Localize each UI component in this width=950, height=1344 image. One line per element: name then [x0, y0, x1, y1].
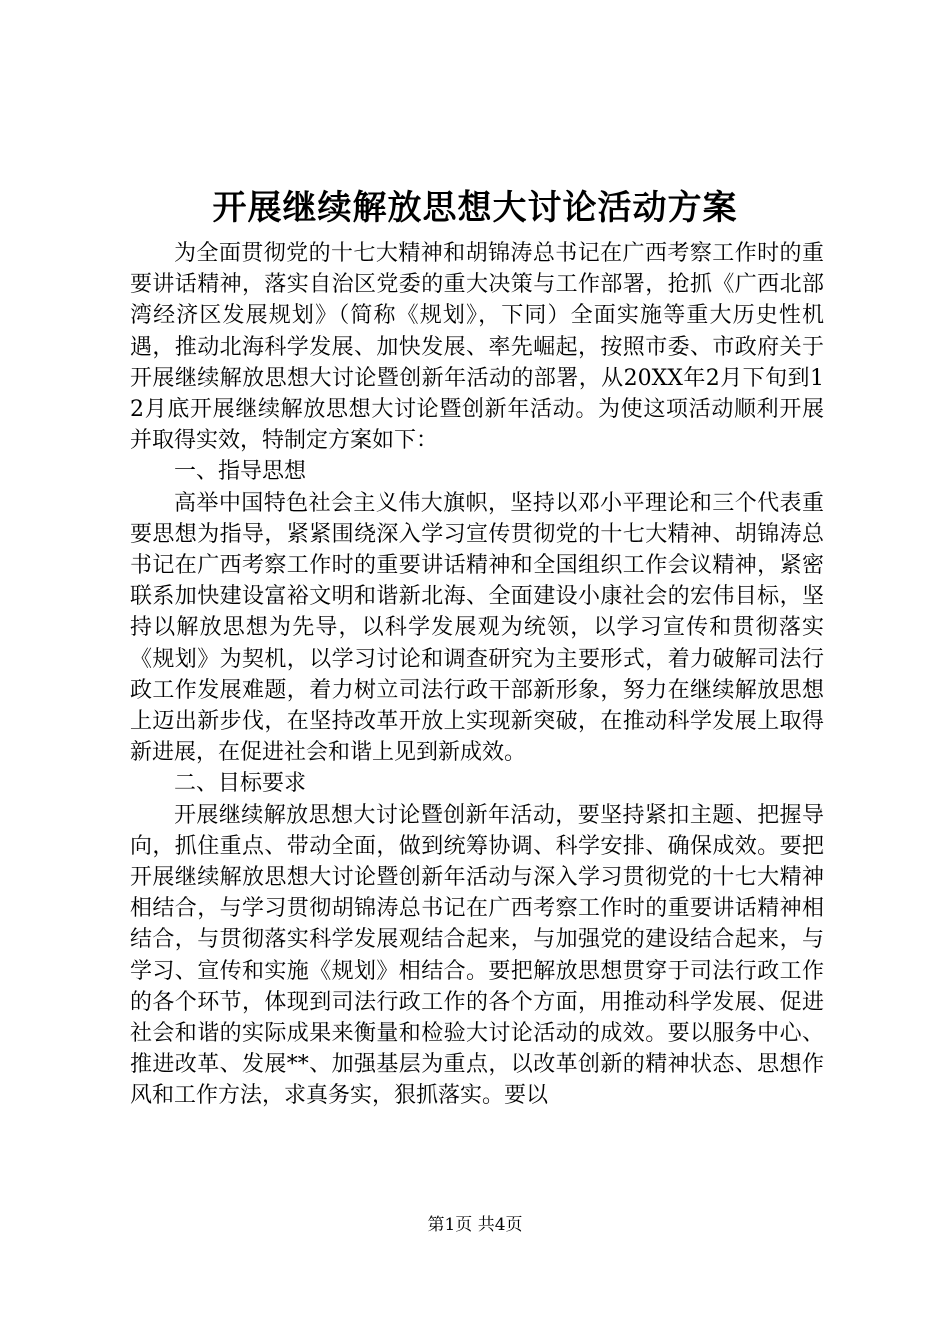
paragraph-guiding-thought: 高举中国特色社会主义伟大旗帜，坚持以邓小平理论和三个代表重要思想为指导，紧紧围绕深入学习宣传贯彻党的十七大精神、胡锦涛总书记在广西考察工作时的重要讲话精神和全国组织工作会议精神，紧密联系加快建设富裕文明和谐新北海、全面建设小康社会的宏伟目标，坚持以解放思想为先导，以科学发展观为统领，以学习宣传和贯彻落实《规划》为契机，以学习讨论和调查研究为主要形式，着力破解司法行政工作发展难题，着力树立司法行政干部新形象，努力在继续解放思想上迈出新步伐，在坚持改革开放上实现新突破，在推动科学发展上取得新进展，在促进社会和谐上见到新成效。 — [130, 490, 824, 766]
document-body — [130, 238, 824, 1112]
page-number-footer: 第1页 共4页 — [427, 1215, 523, 1235]
paragraph-intro: 为全面贯彻党的十七大精神和胡锦涛总书记在广西考察工作时的重要讲话精神，落实自治区党委的重大决策与工作部署，抢抓《广西北部湾经济区发展规划》（简称《规划》，下同）全面实施等重大历史性机遇，推动北海科学发展、加快发展、率先崛起，按照市委、市政府关于开展继续解放思想大讨论暨创新年活动的部署，从20XX年2月下旬到12月底开展继续解放思想大讨论暨创新年活动。为使这项活动顺利开展并取得实效，特制定方案如下： — [130, 241, 824, 454]
document-title: 开展继续解放思想大讨论活动方案 — [212, 188, 738, 228]
section-heading-goals: 二、目标要求 — [174, 771, 307, 797]
paragraph-goals: 开展继续解放思想大讨论暨创新年活动，要坚持紧扣主题、把握导向，抓住重点、带动全面，做到统筹协调、科学安排、确保成效。要把开展继续解放思想大讨论暨创新年活动与深入学习贯彻党的十七大精神相结合，与学习贯彻胡锦涛总书记在广西考察工作时的重要讲话精神相结合，与贯彻落实科学发展观结合起来，与加强党的建设结合起来，与学习、宣传和实施《规划》相结合。要把解放思想贯穿于司法行政工作的各个环节，体现到司法行政工作的各个方面，用推动科学发展、促进社会和谐的实际成果来衡量和检验大讨论活动的成效。要以服务中心、推进改革、发展**、加强基层为重点，以改革创新的精神状态、思想作风和工作方法，求真务实，狠抓落实。要以 — [130, 802, 824, 1109]
section-heading-guiding-thought: 一、指导思想 — [174, 459, 307, 485]
